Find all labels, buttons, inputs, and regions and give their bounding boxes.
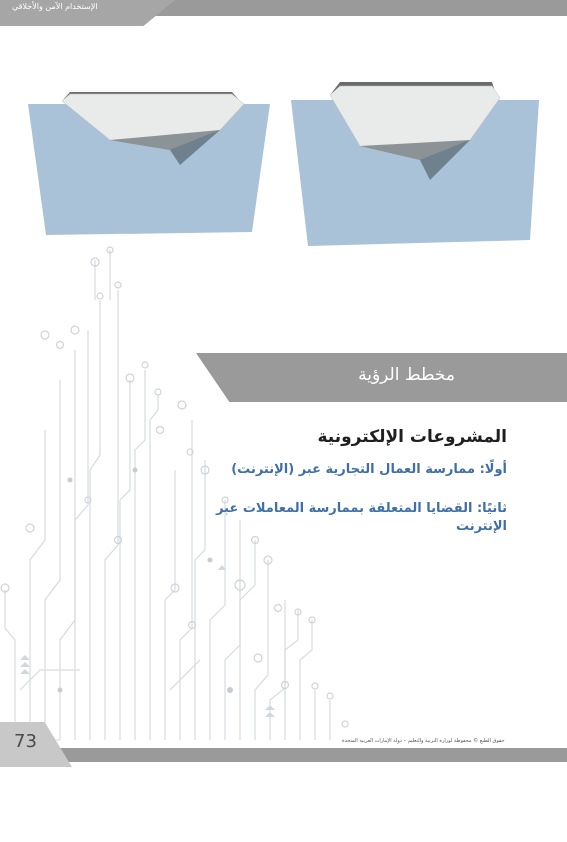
plan-banner-title: مخطط الرؤية xyxy=(358,365,455,385)
subheading-first xyxy=(231,462,507,477)
subheading-first-text: ممارسة العمال التجارية عبر (الإنترنت) xyxy=(231,462,480,477)
page-number: 73 xyxy=(14,731,37,752)
subheading-second xyxy=(216,500,507,536)
subheading-second-line1: القضايا المتعلقة بممارسة المعاملات عبر xyxy=(216,501,477,516)
section-title: الإستخدام الآمن والأخلاقي xyxy=(12,2,98,11)
subheading-second-prefix: ثانيًا: xyxy=(476,501,507,516)
values-card-shape xyxy=(0,0,300,260)
copyright-text: حقوق الطبع © محفوظة لوزارة التربية والتعليم – دولة الإمارات العربية المتحدة xyxy=(342,738,505,744)
footer-bar xyxy=(0,748,567,762)
main-heading: المشروعات الإلكترونية xyxy=(317,427,507,447)
subheading-second-line2: الإنترنت xyxy=(455,519,507,534)
subheading-first-prefix: أولًا: xyxy=(479,462,507,477)
